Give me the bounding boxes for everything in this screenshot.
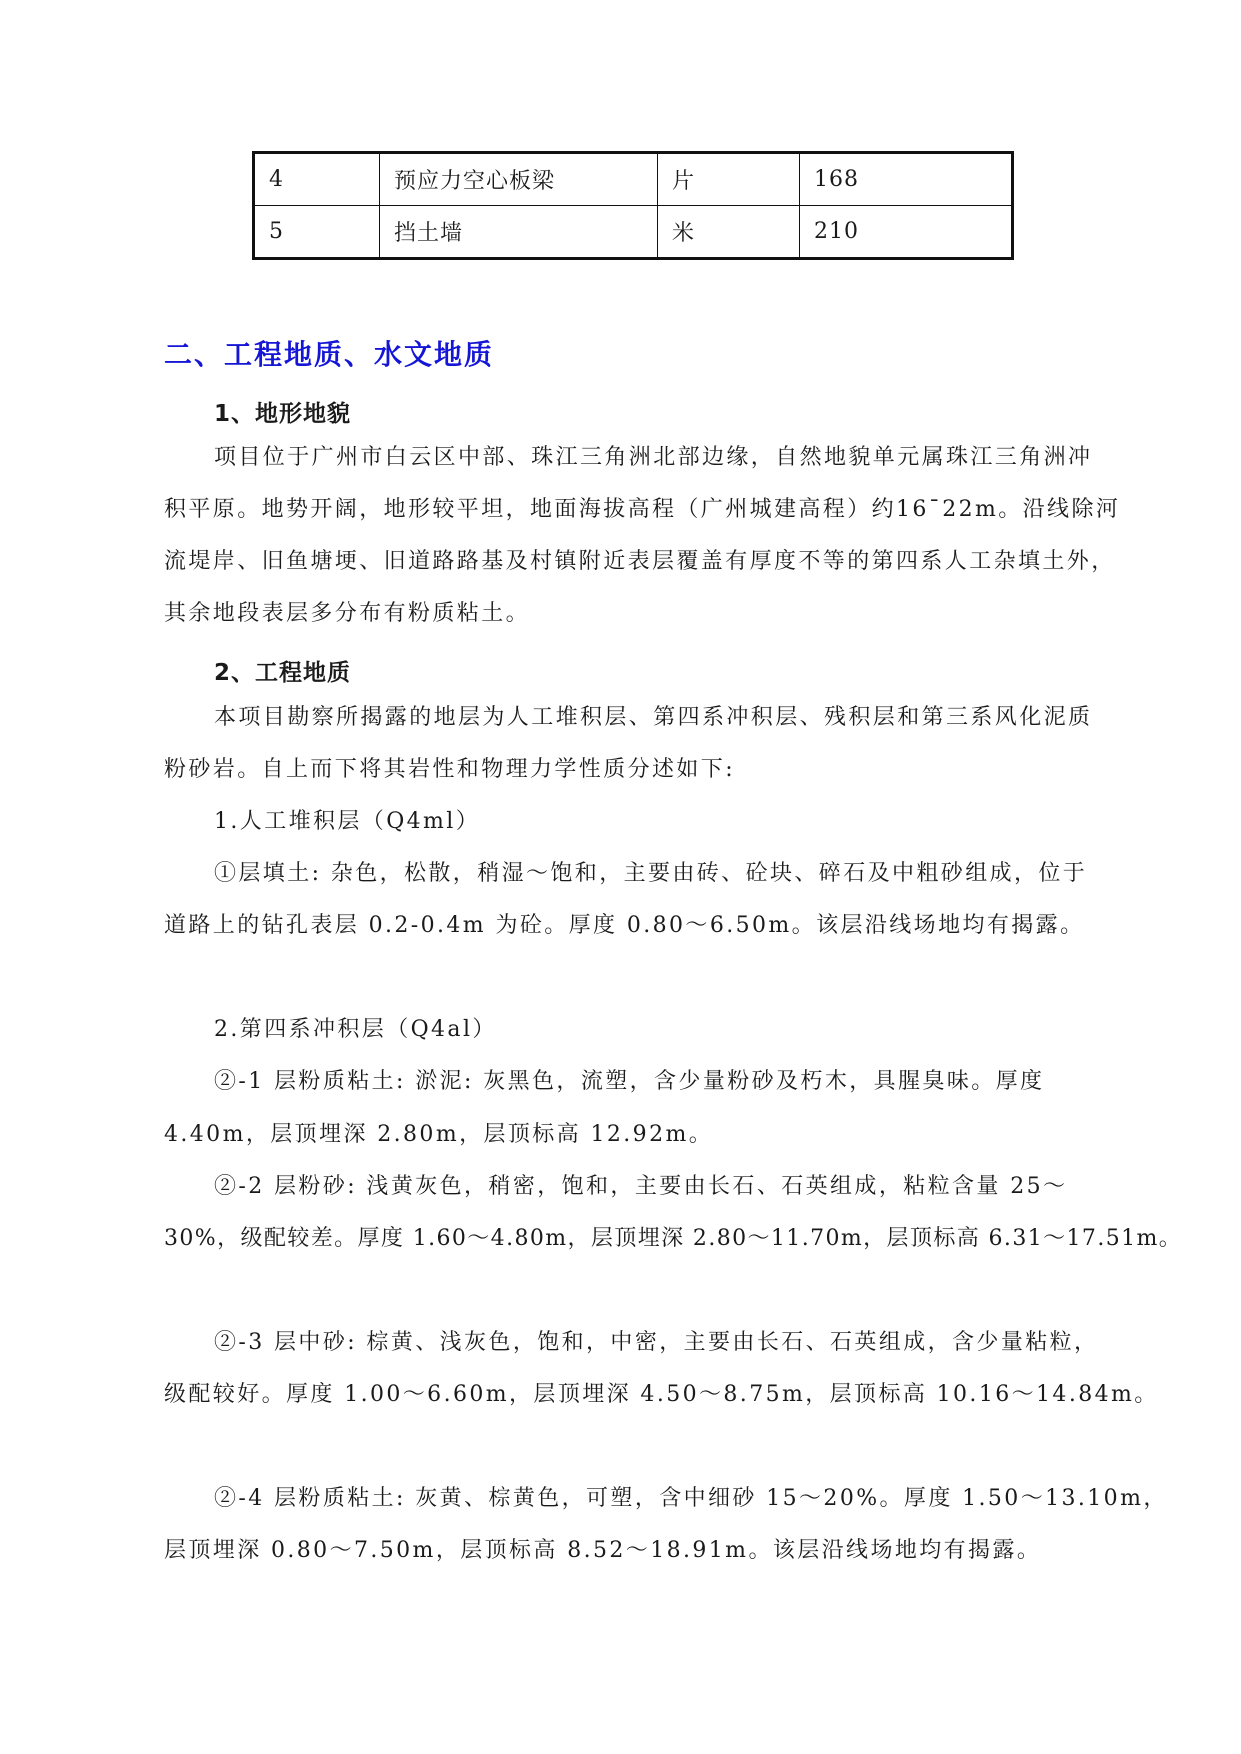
table-cell-qty: 210 <box>800 206 1013 259</box>
paragraph-line: 项目位于广州市白云区中部、珠江三角洲北部边缘，自然地貌单元属珠江三角洲冲 <box>214 445 1093 470</box>
paragraph-line: 流堤岸、旧鱼塘埂、旧道路路基及村镇附近表层覆盖有厚度不等的第四系人工杂填土外， <box>164 549 1116 574</box>
table-row <box>254 206 1013 259</box>
table-cell-no: 4 <box>254 153 380 206</box>
paragraph-line: 层顶埋深 0.80～7.50m，层顶标高 8.52～18.91m。该层沿线场地均有揭露。 <box>164 1538 1042 1563</box>
table-cell-item: 挡土墙 <box>380 206 658 259</box>
layer-heading-artificial: 1.人工堆积层（Q4ml） <box>214 809 481 834</box>
table-cell-unit: 米 <box>658 206 800 259</box>
subsection-heading-geology: 2、工程地质 <box>214 660 352 686</box>
layer-heading-alluvial: 2.第四系冲积层（Q4al） <box>214 1017 497 1042</box>
paragraph-line: 级配较好。厚度 1.00～6.60m，层顶埋深 4.50～8.75m，层顶标高 10.16～14.84m。 <box>164 1382 1159 1407</box>
table-cell-item: 预应力空心板梁 <box>380 153 658 206</box>
section-heading: 二、工程地质、水文地质 <box>164 338 495 371</box>
subsection-heading-landform: 1、地形地貌 <box>214 401 352 427</box>
paragraph-line: ②-3 层中砂: 棕黄、浅灰色，饱和，中密，主要由长石、石英组成，含少量粘粒， <box>214 1330 1099 1355</box>
paragraph-line: 其余地段表层多分布有粉质粘土。 <box>164 601 531 626</box>
paragraph-line: 粉砂岩。自上而下将其岩性和物理力学性质分述如下: <box>164 757 736 782</box>
paragraph-line: 30%，级配较差。厚度 1.60～4.80m，层顶埋深 2.80～11.70m，层顶标高 6.31～17.51m。 <box>164 1226 1183 1251</box>
table-row <box>254 153 1013 206</box>
paragraph-line: ②-4 层粉质粘土: 灰黄、棕黄色，可塑，含中细砂 15～20%。厚度 1.50～13.10m， <box>214 1486 1168 1511</box>
paragraph-line: 积平原。地势开阔，地形较平坦，地面海拔高程（广州城建高程）约16ˉ22m。沿线除河 <box>164 497 1121 522</box>
quantity-table <box>252 151 1014 260</box>
paragraph-line: ①层填土: 杂色，松散，稍湿～饱和，主要由砖、砼块、碎石及中粗砂组成，位于 <box>214 861 1088 886</box>
table-cell-no: 5 <box>254 206 380 259</box>
paragraph-line: 道路上的钻孔表层 0.2-0.4m 为砼。厚度 0.80～6.50m。该层沿线场地均有揭露。 <box>164 913 1085 938</box>
paragraph-line: ②-2 层粉砂: 浅黄灰色，稍密，饱和，主要由长石、石英组成，粘粒含量 25～ <box>214 1174 1068 1199</box>
paragraph-line: 本项目勘察所揭露的地层为人工堆积层、第四系冲积层、残积层和第三系风化泥质 <box>214 705 1093 730</box>
table-cell-unit: 片 <box>658 153 800 206</box>
paragraph-line: 4.40m，层顶埋深 2.80m，层顶标高 12.92m。 <box>164 1122 714 1147</box>
paragraph-line: ②-1 层粉质粘土: 淤泥: 灰黑色，流塑，含少量粉砂及朽木，具腥臭味。厚度 <box>214 1069 1045 1094</box>
table-cell-qty: 168 <box>800 153 1013 206</box>
